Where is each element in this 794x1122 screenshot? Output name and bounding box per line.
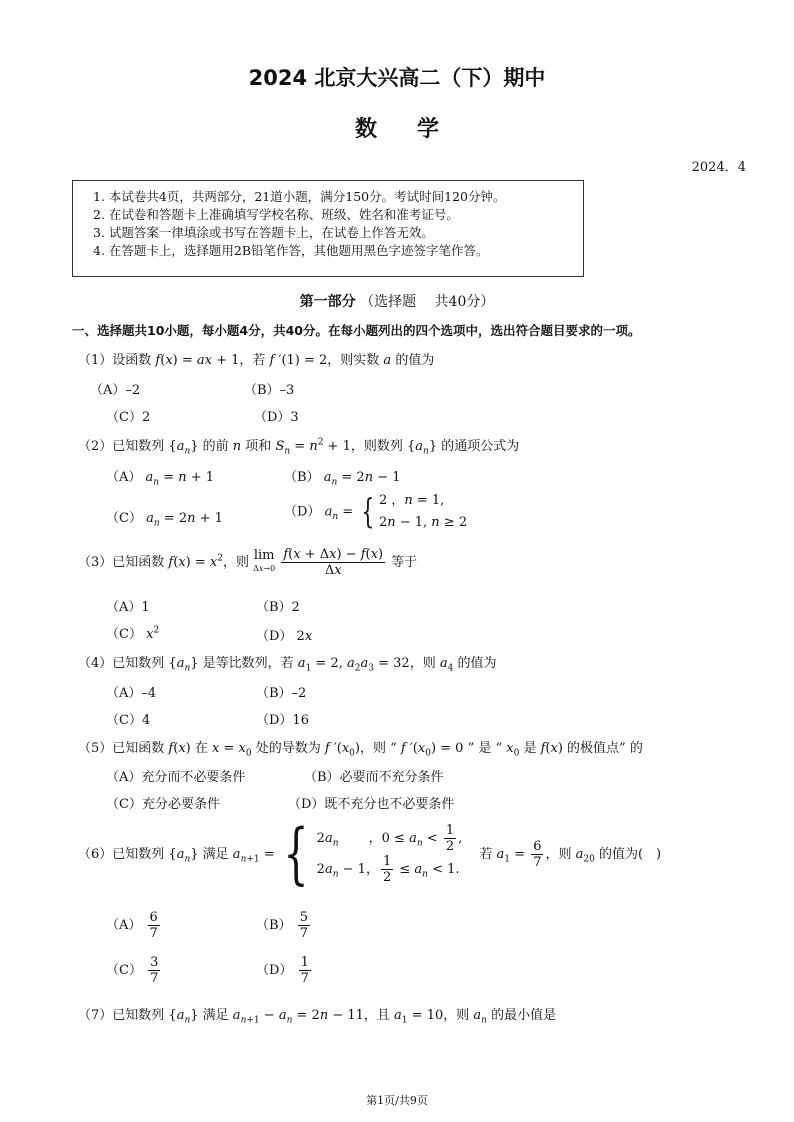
- option-c: （C） $\frac{3}{7}$: [106, 955, 159, 986]
- question-1: （1）设函数 f(x) = ax + 1，若 f ′(1) = 2，则实数 a 的值为: [78, 353, 435, 368]
- option-b: （B）–2: [256, 686, 307, 701]
- page-title: 2024 北京大兴高二（下）期中: [248, 66, 546, 90]
- option-d: （D） 2x: [256, 629, 313, 644]
- question-number: （2）: [78, 439, 113, 454]
- option-d: （D）3: [254, 410, 299, 425]
- question-3: （3）已知函数 $f(x) = x^2$，则 lim Δx→0 $\frac{f(x + \Delta x) - f(x)}{\Delta x}$ 等于: [78, 547, 418, 578]
- question-number: （3）: [78, 555, 113, 570]
- option-b: （B） $a_n = 2n - 1$: [284, 470, 401, 488]
- question-number: （1）: [78, 353, 113, 368]
- option-d: （D） $a_n$ = { 2 ，n = 1, 2n − 1, n ≥ 2: [284, 492, 468, 532]
- option-c: （C）4: [106, 713, 151, 728]
- option-a: （A）充分而不必要条件: [106, 770, 246, 785]
- question-number: （4）: [78, 656, 113, 671]
- question-number: （7）: [78, 1008, 113, 1023]
- option-c: （C）充分必要条件: [106, 797, 220, 812]
- option-b: （B）必要而不充分条件: [304, 770, 444, 785]
- option-c: （C） $x^2$: [106, 625, 160, 642]
- part-heading: [0, 291, 794, 311]
- notice-item: 2. 在试卷和答题卡上准确填写学校名称、班级、姓名和准考证号。: [93, 207, 459, 222]
- notice-item: 1. 本试卷共4页，共两部分，21道小题，满分150分。考试时间120分钟。: [93, 189, 506, 204]
- question-2: （2）已知数列 $\{a_n\}$ 的前 n 项和 $S_n = n^2 + 1$，则数列 $\{a_n\}$ 的通项公式为: [78, 437, 520, 457]
- option-d: （D）16: [256, 713, 309, 728]
- option-a: （A）1: [106, 600, 150, 615]
- option-b: （B）2: [256, 600, 300, 615]
- question-4: （4）已知数列 $\{a_n\}$ 是等比数列，若 $a_1 = 2$, $a_2a_3 = 32$，则 $a_4$ 的值为: [78, 656, 497, 674]
- notice-box: [72, 180, 584, 277]
- question-5: （5）已知函数 f(x) 在 $x = x_0$ 处的导数为 f $'(x_0)$，则 “ f $'(x_0) = 0$ ” 是 “ $x_0$ 是 f(x) 的极值点” 的: [78, 741, 643, 759]
- option-d: （D）既不充分也不必要条件: [288, 797, 455, 812]
- page-footer: 第1页/共9页: [366, 1094, 428, 1107]
- option-a: （A）–2: [90, 383, 141, 398]
- question-number: （6）: [78, 847, 113, 863]
- part-name: 第一部分: [299, 294, 356, 310]
- section-header: 一、选择题共10小题，每小题4分，共40分。在每小题列出的四个选项中，选出符合题目要求的一项。: [72, 323, 641, 338]
- option-c: （C） $a_n = 2n + 1$: [106, 511, 223, 529]
- question-6: （6）已知数列 $\{a_n\}$ 满足 $a_{n+1}$ ={ $2a_n$ ，$0 \le a_n$ < $\frac{1}{2}$ , $2a_n - 1$， $\frac{1}{2}$ ≤ $a_n < 1$. 若 $a_1$ = $\frac{6}{7}$ ，则 $a_{20}$ 的值为( ): [78, 815, 662, 892]
- question-7: （7）已知数列 $\{a_n\}$ 满足 $a_{n+1} - a_n = 2n - 11$，且 $a_1 = 10$，则 $a_n$ 的最小值是: [78, 1008, 557, 1026]
- subject-title: 数学: [354, 117, 479, 142]
- part-detail: （选择题 共40分）: [360, 294, 495, 310]
- question-number: （5）: [78, 741, 113, 756]
- notice-item: 4. 在答题卡上，选择题用2B铅笔作答，其他题用黑色字迹签字笔作答。: [93, 243, 489, 258]
- option-a: （A） $a_n = n + 1$: [106, 470, 215, 488]
- option-c: （C）2: [106, 410, 151, 425]
- notice-item: 3. 试题答案一律填涂或书写在答题卡上，在试卷上作答无效。: [93, 225, 434, 240]
- exam-date: 2024．4: [691, 160, 746, 175]
- option-b: （B）–3: [244, 383, 295, 398]
- option-d: （D） $\frac{1}{7}$: [256, 955, 309, 986]
- option-a: （A） $\frac{6}{7}$: [106, 910, 158, 941]
- option-b: （B） $\frac{5}{7}$: [256, 910, 308, 941]
- option-a: （A）–4: [106, 686, 157, 701]
